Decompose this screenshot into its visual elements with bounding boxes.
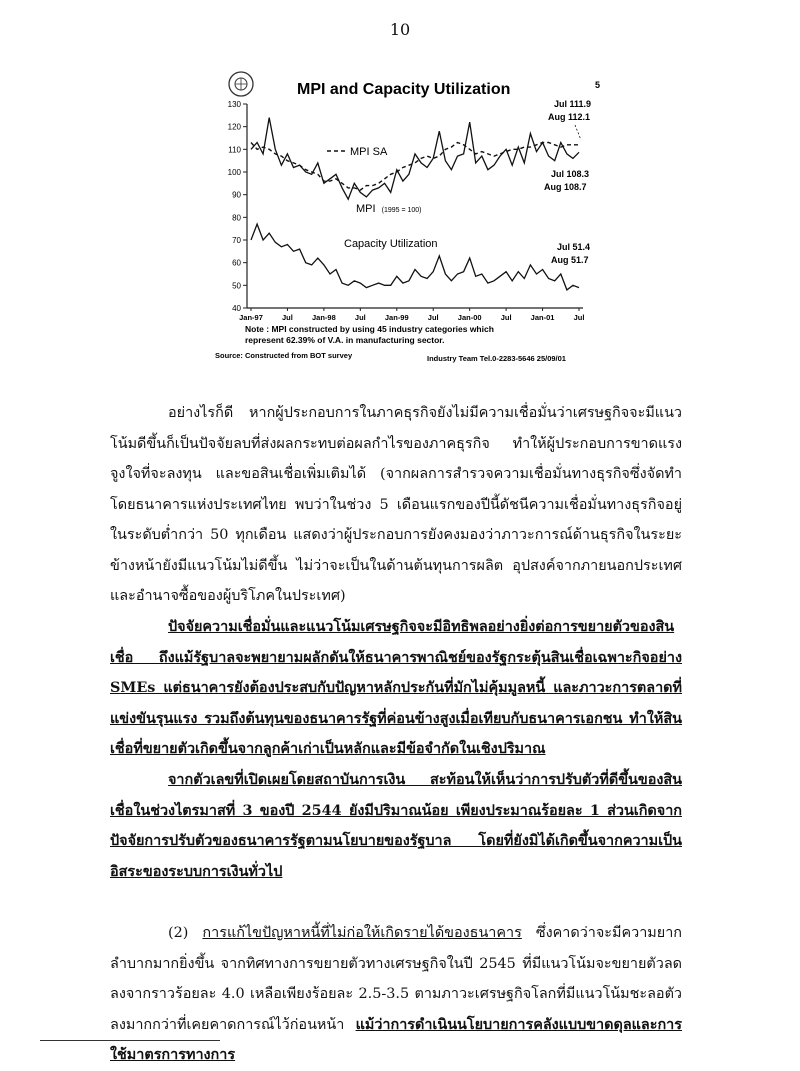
- logo-seal: [229, 72, 253, 96]
- mpi-sa-label: MPI SA: [350, 146, 388, 158]
- paragraph-1: อย่างไรก็ดี หากผู้ประกอบการในภาคธุรกิจยังไม่มีความเชื่อมั่นว่าเศรษฐกิจจะมีแนวโน้มดีขึ้นก็เป็นปัจจัยลบที่ส่งผลกระทบต่อผลกำไรของภาคธุรกิจ ทำให้ผู้ประกอบการขาดแรงจูงใจที่จะลงทุน และขอสินเชื่อเพิ่มเติมได้ (จากผลการสำรวจความเชื่อมั่นทางธุรกิจซึ่งจัดทำโดยธนาคารแห่งประเทศไทย พบว่าในช่วง 5 เดือนแรกของปีนี้ดัชนีความเชื่อมั่นทางธุรกิจอยู่ในระดับต่ำกว่า 50 ทุกเดือน แสดงว่าผู้ประกอบการยังคงมองว่าภาวะการณ์ด้านธุรกิจในระยะข้างหน้ายังมีแนวโน้มไม่ดีขึ้น ไม่ว่าจะเป็นในด้านต้นทุนการผลิต อุปสงค์จากภายนอกประเทศ และอำนาจซื้อของผู้บริโภคในประเทศ): [110, 405, 682, 604]
- x-tick-label: Jan-98: [312, 313, 336, 322]
- capacity-label: Capacity Utilization: [344, 238, 438, 250]
- chart-source: Source: Constructed from BOT survey: [215, 351, 353, 360]
- y-tick-label: 110: [228, 145, 241, 155]
- x-tick-label: Jul: [354, 313, 366, 322]
- y-tick-label: 50: [232, 281, 241, 291]
- x-tick-label: Jan-01: [530, 313, 555, 322]
- paragraph-3: จากตัวเลขที่เปิดเผยโดยสถาบันการเงิน สะท้อนให้เห็นว่าการปรับตัวที่ดีขึ้นของสินเชื่อในช่วงไตรมาสที่ 3 ของปี 2544 ยังมีปริมาณน้อย เพียงประมาณร้อยละ 1 ส่วนเกิดจากปัจจัยการปรับตัวของธนาคารรัฐตามนโยบายของรัฐบาล โดยที่ยังมิได้เกิดขึ้นจากความเป็นอิสระของระบบการเงินทั่วไป: [110, 771, 682, 880]
- chart-title: MPI and Capacity Utilization: [297, 81, 511, 98]
- mpi-line: [251, 118, 579, 200]
- mpi-label-main: MPI: [356, 203, 376, 215]
- paragraph-4-body: ซึ่งคาดว่าจะมีความยากลำบากมากยิ่งขึ้น จากทิศทางการขยายตัวทางเศรษฐกิจในปี 2545 ที่มีแนวโน้มจะขยายตัวลดลงจากราวร้อยละ 4.0 เหลือเพียงร้อยละ 2.5-3.5 ตามภาวะเศรษฐกิจโลกที่มีแนวโน้มชะลอตัวลงมากกว่าที่เคยคาดการณ์ไว้ก่อนหน้า: [110, 925, 683, 1033]
- x-tick-label: Jan-99: [384, 313, 409, 322]
- annotation-mid-jul: Jul 108.3: [551, 169, 590, 179]
- mpi-capacity-chart: [205, 62, 615, 367]
- annotation-cap-jul: Jul 51.4: [557, 242, 591, 252]
- y-tick-label: 100: [227, 168, 241, 177]
- capacity-utilization-line: [251, 224, 579, 290]
- x-tick-label: Jul: [500, 313, 512, 322]
- y-tick-label: 90: [232, 190, 241, 200]
- annotation-top-jul: Jul 111.9: [554, 99, 592, 109]
- annotation-cap-aug: Aug 51.7: [551, 255, 589, 265]
- footnote-rule: [40, 1040, 220, 1041]
- mpi-sa-line: [251, 143, 579, 191]
- chart-note-line1: Note : MPI constructed by using 45 industry categories which: [245, 324, 494, 334]
- y-tick-label: 70: [232, 236, 241, 245]
- x-tick-label: Jul: [573, 313, 585, 322]
- x-tick-label: Jan-97: [239, 313, 263, 322]
- annotation-mid-aug: Aug 108.7: [544, 182, 587, 192]
- paragraph-4-tail: แม้ว่าการดำเนินนโยบายการคลังแบบขาดดุลและการใช้มาตรการทางการ: [110, 1015, 682, 1063]
- mpi-label-sub: (1995 = 100): [381, 207, 422, 214]
- paragraph-4-number: (2): [168, 925, 189, 941]
- y-tick-label: 130: [227, 100, 241, 109]
- x-tick-label: Jul: [427, 313, 439, 322]
- mpi-label: [356, 203, 422, 215]
- y-tick-label: 40: [232, 304, 241, 313]
- chart-corner-number: 5: [595, 80, 601, 90]
- chart-credit: Industry Team Tel.0-2283-5646 25/09/01: [427, 354, 566, 363]
- x-tick-label: Jan-00: [457, 313, 482, 322]
- y-tick-label: 80: [232, 213, 241, 223]
- y-tick-label: 120: [227, 122, 241, 132]
- chart-note-line2: represent 62.39% of V.A. in manufacturing sector.: [245, 335, 445, 345]
- annotation-top-aug: Aug 112.1: [548, 112, 591, 122]
- paragraph-2: ปัจจัยความเชื่อมั่นและแนวโน้มเศรษฐกิจจะมีอิทธิพลอย่างยิ่งต่อการขยายตัวของสินเชื่อ ถึงแม้รัฐบาลจะพยายามผลักดันให้ธนาคารพาณิชย์ของรัฐกระตุ้นสินเชื่อเฉพาะกิจอย่าง SMEs แต่ธนาคารยังต้องประสบกับปัญหาหลักประกันที่มักไม่คุ้มมูลหนี้ และภาวะการตลาดที่แข่งขันรุนแรง รวมถึงต้นทุนของธนาคารรัฐที่ค่อนข้างสูงเมื่อเทียบกับธนาคารเอกชน ทำให้สินเชื่อที่ขยายตัวเกิดขึ้นจากลูกค้าเก่าเป็นหลักและมีข้อจำกัดในเชิงปริมาณ: [110, 618, 682, 757]
- x-tick-label: Jul: [282, 313, 293, 322]
- page-number: 10: [389, 20, 411, 39]
- y-tick-label: 60: [232, 258, 241, 268]
- paragraph-4-heading: การแก้ไขปัญหาหนี้ที่ไม่ก่อให้เกิดรายได้ของธนาคาร: [202, 925, 522, 941]
- annotation-arrow: [575, 125, 581, 140]
- paragraph-4: [110, 918, 682, 1071]
